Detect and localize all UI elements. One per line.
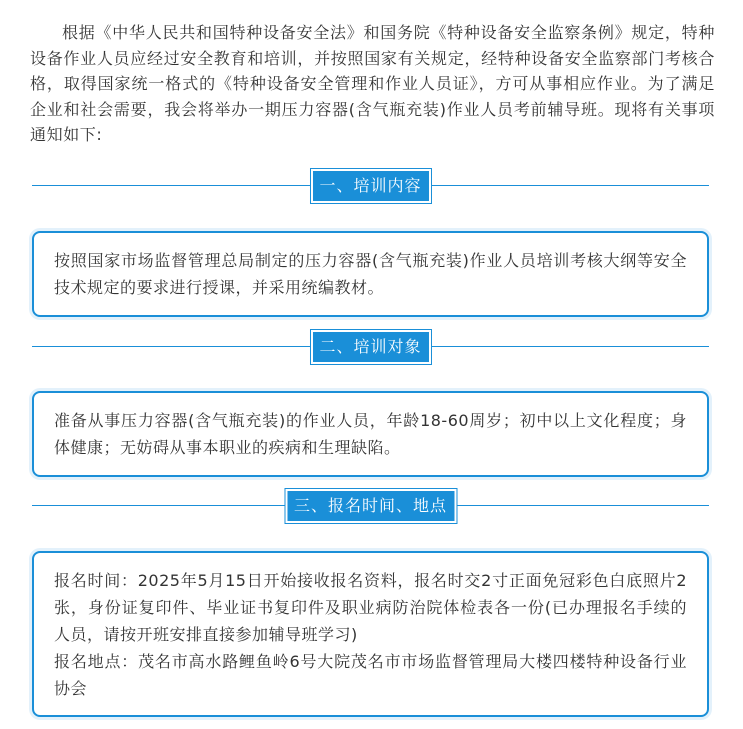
section-header-training-content	[32, 168, 709, 204]
section-box-training-content	[32, 231, 709, 317]
section-header-registration	[32, 488, 709, 524]
section-paragraph: 按照国家市场监督管理总局制定的压力容器(含气瓶充装)作业人员培训考核大纲等安全技术规定的要求进行授课，并采用统编教材。	[54, 251, 687, 297]
intro-paragraph: 根据《中华人民共和国特种设备安全法》和国务院《特种设备安全监察条例》规定，特种设备作业人员应经过安全教育和培训，并按照国家有关规定，经特种设备安全监察部门考核合格，取得国家统一格式的《特种设备安全管理和作业人员证》，方可从事相应作业。为了满足企业和社会需要，我会将举办一期压力容器(含气瓶充装)作业人员考前辅导班。现将有关事项通知如下:	[30, 23, 715, 144]
section-box-registration	[32, 551, 709, 717]
section-paragraph: 准备从事压力容器(含气瓶充装)的作业人员，年龄18-60周岁；初中以上文化程度；身体健康；无妨碍从事本职业的疾病和生理缺陷。	[54, 411, 687, 457]
section-title: 二、培训对象	[312, 332, 428, 362]
section-box-training-target	[32, 391, 709, 477]
registration-time-paragraph: 报名时间：2025年5月15日开始接收报名资料，报名时交2寸正面免冠彩色白底照片2张，身份证复印件、毕业证书复印件及职业病防治院体检表各一份(已办理报名手续的人员，请按开班安排直接参加辅导班学习)	[54, 571, 687, 644]
section-title-frame	[309, 168, 431, 204]
section-header-training-target	[32, 329, 709, 365]
section-title-frame	[284, 488, 457, 524]
section-title-frame	[309, 329, 431, 365]
section-title: 三、报名时间、地点	[287, 491, 454, 521]
registration-location-paragraph: 报名地点：茂名市高水路鲤鱼岭6号大院茂名市市场监督管理局大楼四楼特种设备行业协会	[54, 652, 687, 698]
section-title: 一、培训内容	[312, 171, 428, 201]
